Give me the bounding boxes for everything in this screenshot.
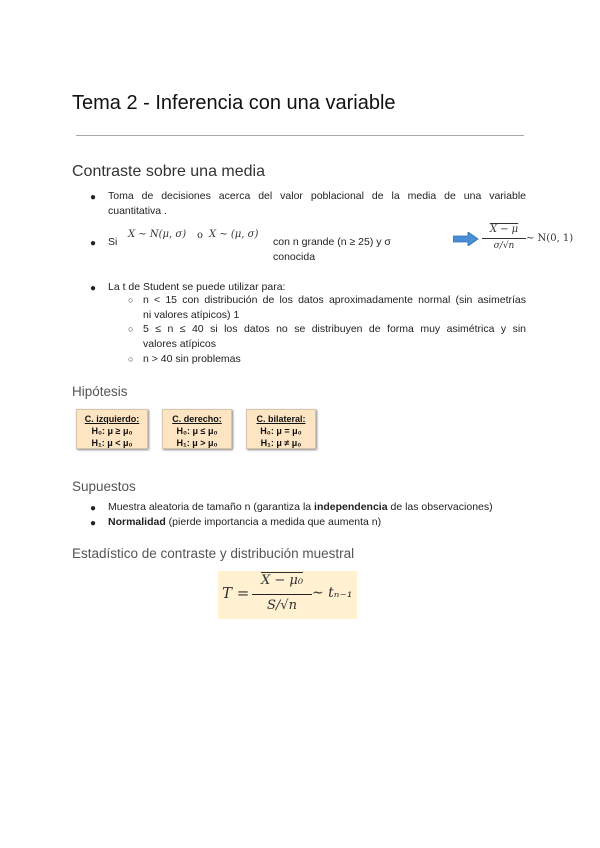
sub3-line1: n > 40 sin problemas: [143, 353, 241, 365]
statistic-denominator: S/√n: [267, 598, 297, 613]
supuesto-2-post: (pierde importancia a medida que aumenta n): [165, 516, 382, 528]
formula-or: o: [197, 230, 204, 241]
bullet2-text-line2: conocida: [273, 251, 316, 263]
sub-bullet-icon: ○: [128, 354, 134, 364]
bullet3-text: La t de Student se puede utilizar para:: [108, 281, 286, 293]
z-formula-distribution: ∼ N(0, 1): [526, 233, 574, 244]
fraction-bar: [482, 238, 526, 239]
section-heading-hipotesis: Hipótesis: [72, 384, 128, 399]
hypothesis-box-title: C. derecho:: [172, 414, 222, 424]
sub-bullet-icon: ○: [128, 295, 134, 305]
bullet2-text-line1: con n grande (n ≥ 25) y σ: [273, 236, 391, 248]
supuesto-2-bold: Normalidad: [108, 516, 166, 528]
hypothesis-h1: H₁: μ > μ₀: [176, 438, 218, 448]
statistic-fraction-bar: [252, 594, 312, 595]
formula-general-dist: X ∼ (μ, σ): [209, 229, 259, 240]
hypothesis-h1: H₁: μ ≠ μ₀: [260, 438, 302, 448]
page-title: Tema 2 - Inferencia con una variable: [72, 92, 396, 114]
hypothesis-h1: H₁: μ < μ₀: [91, 438, 133, 448]
hypothesis-box-title: C. izquierdo:: [84, 414, 140, 424]
formula-normal-dist: X ∼ N(μ, σ): [128, 229, 187, 240]
hypothesis-h0: H₀: μ = μ₀: [260, 426, 302, 436]
bullet-icon: ●: [90, 518, 97, 529]
supuesto-1-bold: independencia: [314, 501, 388, 513]
statistic-distribution: ∼ tₙ₋₁: [312, 585, 353, 601]
section-heading-estadistico: Estadístico de contraste y distribución muestral: [72, 546, 355, 561]
statistic-lhs: T =: [222, 584, 250, 602]
bullet1-line1: Toma de decisiones acerca del valor poblacional de la media de una variable: [108, 190, 526, 202]
bullet-icon: ●: [90, 283, 97, 294]
sub2-line2: valores atípicos: [143, 338, 216, 350]
hypothesis-box-right: [162, 409, 232, 449]
arrow-right-icon: [453, 232, 479, 246]
z-formula-numerator: X − μ: [489, 224, 519, 235]
statistic-numerator: X − μ₀: [260, 573, 304, 588]
hypothesis-box-bilateral: [246, 409, 316, 449]
hypothesis-h0: H₀: μ ≤ μ₀: [176, 426, 218, 436]
hypothesis-box-left: [76, 409, 148, 449]
sub2-line1: 5 ≤ n ≤ 40 si los datos no se distribuyen de forma muy asimétrica y sin: [143, 323, 526, 335]
supuesto-1-post: de las observaciones): [387, 501, 493, 513]
hypothesis-h0: H₀: μ ≥ μ₀: [91, 426, 133, 436]
bullet-icon: ●: [90, 192, 97, 203]
bullet-icon: ●: [90, 503, 97, 514]
section-heading-supuestos: Supuestos: [72, 479, 136, 494]
sub-bullet-icon: ○: [128, 324, 134, 334]
bullet1-line2: cuantitativa .: [108, 205, 167, 217]
bullet-icon: ●: [90, 238, 97, 249]
sub1-line1: n < 15 con distribución de los datos aproximadamente normal (sin asimetrías: [143, 294, 526, 306]
supuesto-1: [108, 500, 493, 515]
z-formula-denominator: σ/√n: [493, 241, 515, 251]
hypothesis-box-title: C. bilateral:: [256, 414, 306, 424]
title-divider: [76, 135, 524, 136]
bullet2-si: Si: [108, 236, 118, 248]
supuesto-1-pre: Muestra aleatoria de tamaño n (garantiza la: [108, 501, 315, 513]
section-heading-contraste: Contraste sobre una media: [72, 163, 265, 180]
sub1-line2: ni valores atípicos) 1: [143, 309, 240, 321]
supuesto-2: [108, 515, 381, 530]
